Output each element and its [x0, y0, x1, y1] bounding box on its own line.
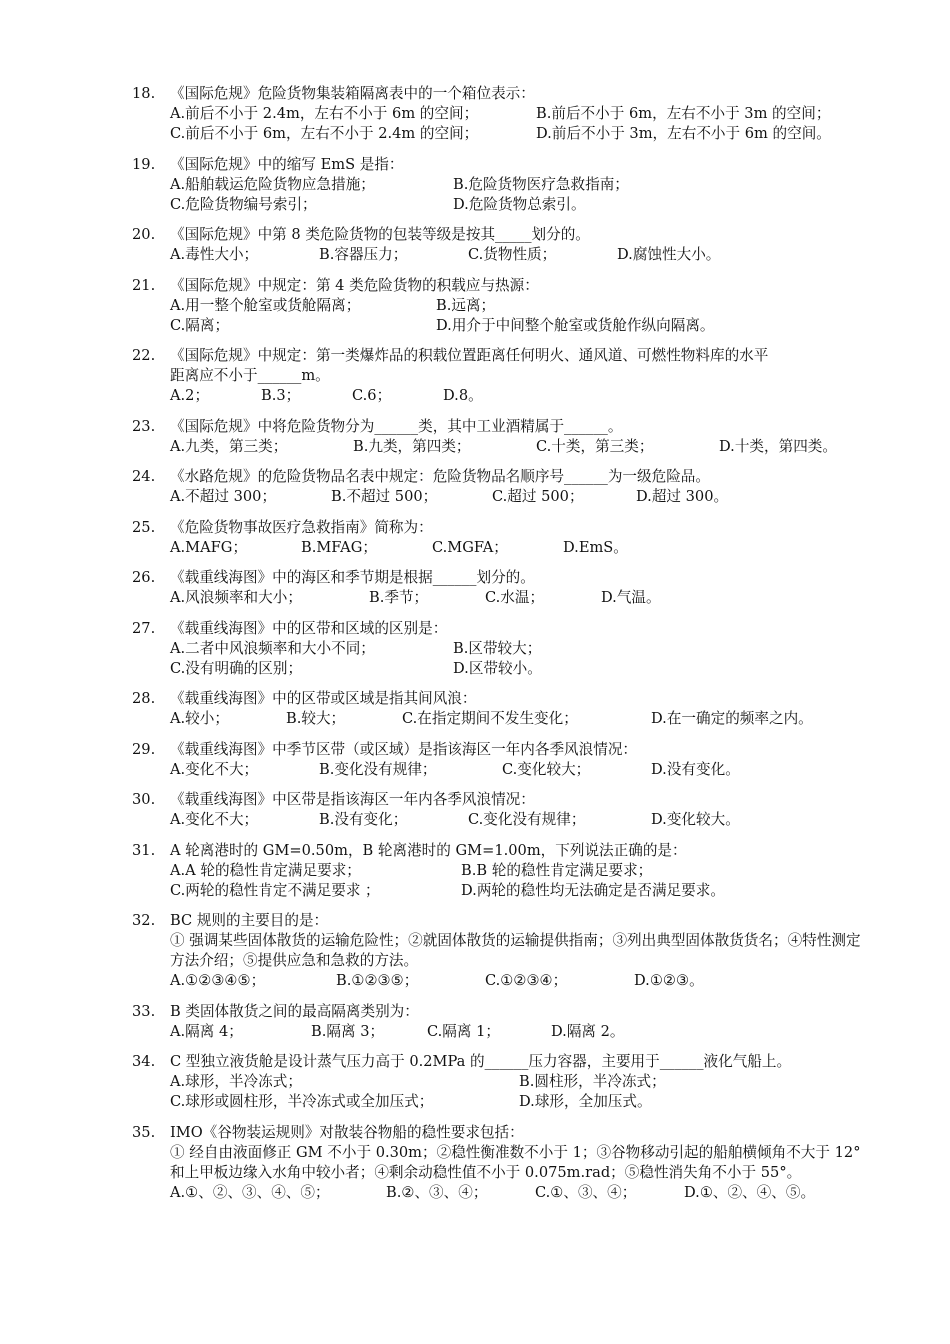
option-row [170, 1183, 872, 1203]
answer-option: C.前后不小于 6m，左右不小于 2.4m 的空间； [170, 125, 479, 142]
answer-option: B.隔离 3； [311, 1022, 385, 1040]
question-number: 24. [132, 468, 156, 485]
answer-option: A.毒性大小； [170, 246, 259, 263]
option-row [170, 861, 872, 881]
question-stem: 《国际危规》中第 8 类危险货物的包装等级是按其_____划分的。 [170, 226, 590, 243]
answer-option: C.①②③④； [485, 972, 568, 989]
question-number: 22. [132, 347, 156, 364]
answer-option: B.危险货物医疗急救指南； [453, 175, 629, 193]
answer-option: D.球形，全加压式。 [519, 1093, 652, 1110]
option-row [170, 124, 872, 144]
answer-option: B.季节； [369, 589, 429, 606]
answer-option: C.球形或圆柱形，半冷冻式或全加压式； [170, 1093, 434, 1110]
answer-option: B.②、③、④； [386, 1183, 488, 1201]
answer-option: D.8。 [443, 387, 483, 404]
question-item [132, 84, 872, 144]
option-row [170, 588, 872, 608]
question-number: 18. [132, 85, 156, 102]
option-row [170, 810, 872, 830]
answer-option: B.①②③⑤； [336, 972, 419, 989]
answer-option: C.货物性质； [468, 246, 557, 263]
answer-option: C.6； [352, 387, 392, 404]
answer-option: A.隔离 4； [170, 1022, 243, 1040]
question-item [132, 1123, 872, 1203]
question-number: 26. [132, 569, 156, 586]
answer-option: B.圆柱形，半冷冻式； [519, 1073, 666, 1090]
answer-option: A.A 轮的稳性肯定满足要求； [170, 861, 361, 879]
question-stem: 《载重线海图》中区带是指该海区一年内各季风浪情况： [170, 791, 535, 808]
answer-option: D.腐蚀性大小。 [617, 246, 721, 263]
question-number: 19. [132, 155, 156, 173]
answer-option: C.两轮的稳性肯定不满足要求 ； [170, 881, 380, 899]
answer-option: A.二者中风浪频率和大小不同； [170, 639, 375, 657]
question-stem: 《载重线海图》中季节区带（或区域）是指该海区一年内各季风浪情况： [170, 740, 638, 758]
question-stem: C 型独立液货舱是设计蒸气压力高于 0.2MPa 的______压力容器，主要用于______液化气船上。 [170, 1053, 792, 1070]
option-row [170, 386, 872, 406]
answer-option: D.气温。 [601, 589, 661, 606]
question-stem: BC 规则的主要目的是： [170, 912, 329, 929]
option-row [170, 1092, 872, 1112]
answer-option: D.超过 300。 [636, 488, 729, 505]
answer-option: B.3； [261, 387, 301, 404]
answer-option: B.变化没有规律； [319, 760, 437, 778]
answer-option: C.隔离； [170, 316, 230, 334]
question-stem: 《危险货物事故医疗急救指南》简称为： [170, 518, 433, 536]
question-item [132, 740, 872, 780]
option-row [170, 971, 872, 991]
answer-option: D.前后不小于 3m，左右不小于 6m 的空间。 [536, 125, 831, 142]
answer-option: A.不超过 300； [170, 488, 277, 505]
question-item [132, 790, 872, 830]
option-row [170, 245, 872, 265]
answer-option: B.远离； [436, 296, 496, 314]
answer-option: C.MGFA； [432, 538, 508, 556]
answer-option: C.没有明确的区别； [170, 659, 303, 677]
question-item [132, 155, 872, 215]
option-row [170, 760, 872, 780]
question-number: 31. [132, 841, 156, 859]
question-item [132, 518, 872, 558]
answer-option: C.危险货物编号索引； [170, 195, 317, 213]
answer-option: D.用介于中间整个舱室或货舱作纵向隔离。 [436, 316, 715, 334]
question-item [132, 1002, 872, 1042]
answer-option: B.较大； [286, 710, 346, 727]
question-stem: B 类固体散货之间的最高隔离类别为： [170, 1002, 419, 1020]
answer-option: B.不超过 500； [331, 488, 438, 505]
question-stem: 《国际危规》中的缩写 EmS 是指： [170, 155, 404, 173]
answer-option: C.水温； [485, 589, 545, 606]
answer-option: D.变化较大。 [651, 811, 740, 828]
answer-option: C.在指定期间不发生变化； [402, 710, 578, 727]
question-stem: 《载重线海图》中的区带和区域的区别是： [170, 619, 448, 637]
question-number: 28. [132, 690, 156, 707]
question-stem-continuation: 距离应不小于______m。 [170, 367, 330, 384]
answer-option: A.MAFG； [170, 538, 248, 556]
option-row [170, 659, 872, 679]
question-stem: A 轮离港时的 GM=0.50m，B 轮离港时的 GM=1.00m，下列说法正确的是： [170, 841, 687, 859]
answer-option: D.区带较小。 [453, 659, 542, 677]
answer-option: A.①②③④⑤； [170, 972, 266, 989]
option-row [170, 639, 872, 659]
question-stem: 《国际危规》中将危险货物分为______类，其中工业酒精属于______。 [170, 417, 623, 435]
answer-option: B.前后不小于 6m，左右不小于 3m 的空间； [536, 105, 831, 122]
question-number: 30. [132, 791, 156, 808]
question-number: 21. [132, 276, 156, 294]
answer-option: C.变化较大； [502, 760, 591, 778]
option-row [170, 195, 872, 215]
answer-option: A.九类，第三类； [170, 437, 288, 455]
answer-option: A.球形，半冷冻式； [170, 1073, 302, 1090]
answer-option: D.两轮的稳性均无法确定是否满足要求。 [461, 881, 725, 899]
answer-option: B.区带较大； [453, 639, 542, 657]
question-list [132, 84, 872, 1213]
answer-option: D.在一确定的频率之内。 [651, 710, 813, 727]
question-stem-continuation: ① 经自由液面修正 GM 不小于 0.30m；②稳性衡准数不小于 1；③谷物移动引起的船舶横倾角不大于 12°和上甲板边缘入水角中较小者；④剩余动稳性值不小于 0.075m.rad；⑤稳性消失角不小于 55°。 [170, 1143, 861, 1181]
option-row [170, 1072, 872, 1092]
answer-option: C.①、③、④； [535, 1183, 637, 1201]
question-item [132, 417, 872, 457]
question-stem-continuation: ① 强调某些固体散货的运输危险性；②就固体散货的运输提供指南；③列出典型固体散货货名；④特性测定方法介绍；⑤提供应急和急救的方法。 [170, 932, 861, 969]
question-item [132, 346, 872, 406]
answer-option: A.风浪频率和大小； [170, 589, 302, 606]
question-number: 34. [132, 1053, 156, 1070]
answer-option: B.没有变化； [319, 811, 408, 828]
answer-option: A.船舶载运危险货物应急措施； [170, 175, 375, 193]
option-row [170, 709, 872, 729]
answer-option: B.九类，第四类； [353, 437, 471, 455]
answer-option: C.超过 500； [492, 488, 584, 505]
answer-option: A.变化不大； [170, 811, 259, 828]
question-number: 25. [132, 518, 156, 536]
option-row [170, 1022, 872, 1042]
question-item [132, 225, 872, 265]
question-stem: 《载重线海图》中的海区和季节期是根据______划分的。 [170, 569, 535, 586]
answer-option: A.变化不大； [170, 760, 259, 778]
question-number: 27. [132, 619, 156, 637]
option-row [170, 296, 872, 316]
answer-option: C.变化没有规律； [468, 811, 586, 828]
question-number: 33. [132, 1002, 156, 1020]
answer-option: A.2； [170, 387, 210, 404]
question-item [132, 911, 872, 991]
question-stem: 《国际危规》中规定：第一类爆炸品的积载位置距离任何明火、通风道、可燃性物料库的水平 [170, 347, 769, 364]
answer-option: D.EmS。 [563, 538, 628, 556]
answer-option: B.容器压力； [319, 246, 408, 263]
answer-option: A.①、②、③、④、⑤； [170, 1183, 330, 1201]
option-row [170, 538, 872, 558]
question-number: 32. [132, 912, 156, 929]
question-number: 20. [132, 226, 156, 243]
answer-option: B.B 轮的稳性肯定满足要求； [461, 861, 653, 879]
question-stem: 《国际危规》中规定：第 4 类危险货物的积载应与热源： [170, 276, 539, 294]
option-row [170, 104, 872, 124]
question-number: 35. [132, 1123, 156, 1141]
question-item [132, 841, 872, 901]
question-item [132, 568, 872, 608]
answer-option: C.十类，第三类； [536, 437, 654, 455]
question-item [132, 619, 872, 679]
option-row [170, 175, 872, 195]
answer-option: D.危险货物总索引。 [453, 195, 586, 213]
answer-option: D.十类，第四类。 [719, 437, 837, 455]
question-number: 29. [132, 740, 156, 758]
answer-option: D.①②③。 [634, 972, 704, 989]
answer-option: A.前后不小于 2.4m，左右不小于 6m 的空间； [170, 105, 479, 122]
option-row [170, 881, 872, 901]
answer-option: A.较小； [170, 710, 229, 727]
question-stem: IMO《谷物装运规则》对散装谷物船的稳性要求包括： [170, 1123, 524, 1141]
option-row [170, 316, 872, 336]
option-row [170, 487, 872, 507]
answer-option: D.①、②、④、⑤。 [684, 1183, 816, 1201]
question-stem: 《水路危规》的危险货物品名表中规定：危险货物品名顺序号______为一级危险品。 [170, 468, 710, 485]
question-item [132, 467, 872, 507]
answer-option: D.隔离 2。 [551, 1022, 625, 1040]
option-row [170, 437, 872, 457]
question-stem: 《载重线海图》中的区带或区域是指其间风浪： [170, 690, 477, 707]
question-stem: 《国际危规》危险货物集装箱隔离表中的一个箱位表示： [170, 85, 535, 102]
answer-option: D.没有变化。 [651, 760, 740, 778]
question-item [132, 276, 872, 336]
question-item [132, 1052, 872, 1112]
answer-option: B.MFAG； [301, 538, 377, 556]
answer-option: A.用一整个舱室或货舱隔离； [170, 296, 361, 314]
question-item [132, 689, 872, 729]
question-number: 23. [132, 417, 156, 435]
answer-option: C.隔离 1； [427, 1022, 500, 1040]
